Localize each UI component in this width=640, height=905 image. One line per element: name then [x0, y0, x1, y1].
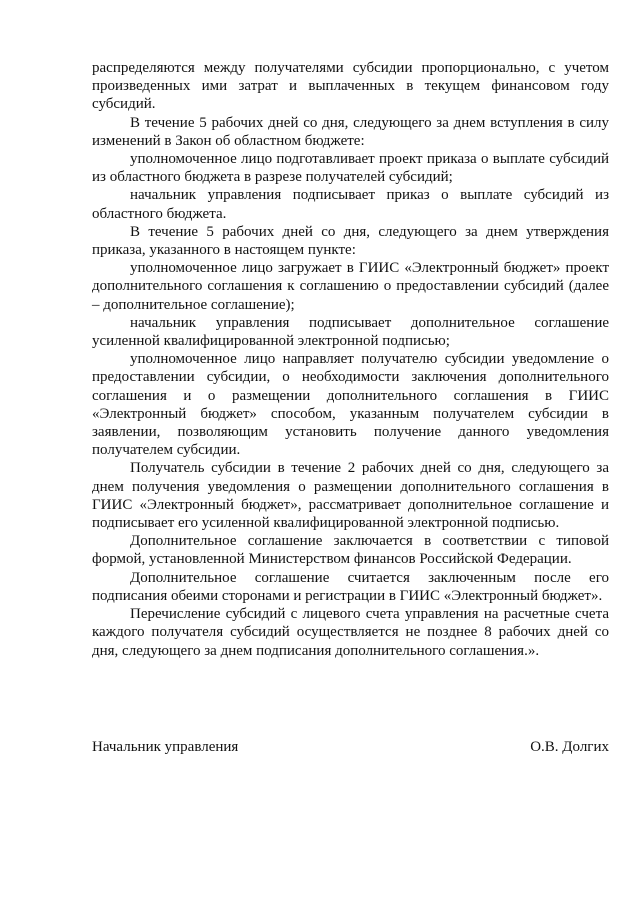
- signatory-name: О.В. Долгих: [530, 739, 609, 755]
- signatory-position: Начальник управления: [92, 739, 239, 755]
- paragraph: уполномоченное лицо направляет получателю субсидии уведомление о предоставлении субсидии, о необходимости заключения дополнительного соглашения и о размещении дополнительного соглашения в ГИИС «Электронный бюджет» способом, указанным получателем субсидии в заявлении, позволяющим установить получение данного уведомления получателем субсидии.: [92, 351, 609, 459]
- paragraph: распределяются между получателями субсидии пропорционально, с учетом произведенных ими затрат и выплаченных в текущем финансовом году субсидий.: [92, 60, 609, 113]
- paragraph: уполномоченное лицо загружает в ГИИС «Электронный бюджет» проект дополнительного соглашения к соглашению о предоставлении субсидий (далее – дополнительное соглашение);: [92, 260, 609, 313]
- paragraph: В течение 5 рабочих дней со дня, следующего за днем утверждения приказа, указанного в настоящем пункте:: [92, 223, 609, 259]
- paragraph: уполномоченное лицо подготавливает проект приказа о выплате субсидий из областного бюджета в разрезе получателей субсидий;: [92, 151, 609, 186]
- paragraph: Перечисление субсидий с лицевого счета управления на расчетные счета каждого получателя субсидий осуществляется не позднее 8 рабочих дней со дня, следующего за днем подписания дополнительного соглашения.».: [92, 606, 609, 659]
- paragraph: В течение 5 рабочих дней со дня, следующего за днем вступления в силу изменений в Закон об областном бюджете:: [92, 114, 609, 149]
- paragraph: начальник управления подписывает приказ о выплате субсидий из областного бюджета.: [92, 187, 609, 222]
- document-body: [92, 59, 609, 660]
- paragraph: Дополнительное соглашение считается заключенным после его подписания обеими сторонами и регистрации в ГИИС «Электронный бюджет».: [92, 569, 609, 604]
- paragraph: начальник управления подписывает дополнительное соглашение усиленной квалифицированной электронной подписью;: [92, 314, 609, 350]
- paragraph: Дополнительное соглашение заключается в соответствии с типовой формой, установленной Министерством финансов Российской Федерации.: [92, 533, 609, 568]
- paragraph: Получатель субсидии в течение 2 рабочих дней со дня, следующего за днем получения уведомления о размещении дополнительного соглашения в ГИИС «Электронный бюджет», рассматривает дополнительное соглашение и подписывает его усиленной квалифицированной электронной подписью.: [92, 460, 609, 532]
